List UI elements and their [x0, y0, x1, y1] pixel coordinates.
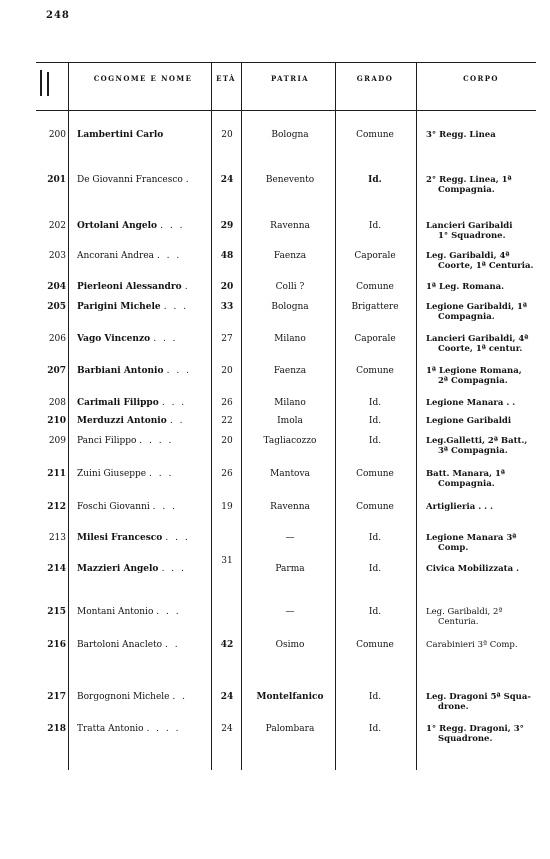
row-name: Zuini Giuseppe . . . [77, 469, 174, 479]
header-age: ETÀ [216, 74, 236, 83]
row-number: 208 [48, 398, 66, 408]
row-number: 214 [47, 564, 66, 574]
row-name: Tratta Antonio . . . . [77, 724, 181, 734]
row-corpo: Carabinieri 3ª Comp. [426, 640, 518, 650]
row-age: 24 [221, 724, 233, 734]
row-patria: Benevento [265, 175, 315, 185]
row-patria: Bologna [271, 130, 309, 140]
row-patria: Ravenna [270, 502, 310, 512]
column-rule-age [241, 62, 242, 770]
row-grado: Id. [368, 221, 382, 231]
row-patria: Colli ? [275, 282, 305, 292]
header-bottom-rule [36, 110, 536, 111]
row-number: 210 [47, 416, 66, 426]
row-name: Pierleoni Alessandro . [77, 282, 190, 292]
merged-age: 31 [221, 556, 233, 566]
row-corpo: 1ª Legione Romana, 2ª Compagnia. [426, 366, 522, 386]
row-age: 24 [220, 175, 234, 185]
row-number: 207 [47, 366, 66, 376]
row-grado: Brigattere [351, 302, 399, 312]
row-grado: Comune [356, 469, 394, 479]
row-corpo: Legione Manara . . [426, 398, 516, 408]
row-corpo: Legione Garibaldi, 1ª Compagnia. [426, 302, 528, 322]
row-name: Vago Vincenzo . . . [77, 334, 178, 344]
row-name: Lambertini Carlo [77, 130, 164, 140]
row-name: De Giovanni Francesco . [77, 175, 191, 185]
row-age: 24 [220, 692, 234, 702]
row-number: 216 [47, 640, 66, 650]
row-corpo: Civica Mobilizzata . [426, 564, 520, 574]
row-name: Carimali Filippo . . . [77, 398, 187, 408]
row-grado: Caporale [354, 334, 396, 344]
row-patria: Faenza [273, 251, 307, 261]
row-age: 27 [221, 334, 233, 344]
header-patria: PATRIA [271, 74, 309, 83]
row-patria: Palombara [265, 724, 315, 734]
table-top-rule [36, 62, 536, 63]
row-grado: Caporale [354, 251, 396, 261]
row-name: Ortolani Angelo . . . [77, 221, 185, 231]
row-grado: Id. [368, 175, 382, 185]
row-patria: Bologna [271, 302, 309, 312]
row-patria: Milano [274, 398, 306, 408]
row-grado: Comune [356, 130, 394, 140]
header-corpo: CORPO [463, 74, 499, 83]
row-number: 212 [47, 502, 66, 512]
row-corpo: Legione Manara 3ª Comp. [426, 533, 517, 553]
row-grado: Id. [368, 398, 382, 408]
row-grado: Id. [368, 436, 382, 446]
row-age: 42 [220, 640, 234, 650]
row-grado: Id. [368, 724, 382, 734]
row-number: 213 [48, 533, 66, 543]
row-age: 48 [220, 251, 234, 261]
row-name: Barbiani Antonio . . . [77, 366, 191, 376]
row-number: 218 [47, 724, 66, 734]
row-age: 29 [220, 221, 234, 231]
row-corpo: 1ª Leg. Romana. [426, 282, 505, 292]
row-patria: Faenza [273, 366, 307, 376]
row-number: 201 [47, 175, 66, 185]
row-grado: Comune [356, 366, 394, 376]
row-patria: — [285, 533, 295, 543]
row-name: Bartoloni Anacleto . . [77, 640, 180, 650]
row-patria: Milano [274, 334, 306, 344]
column-rule-name [211, 62, 212, 770]
page-number: 248 [46, 10, 70, 21]
row-corpo: 1° Regg. Dragoni, 3° Squadrone. [426, 724, 524, 744]
row-patria: Parma [275, 564, 305, 574]
row-corpo: Lancieri Garibaldi 1° Squadrone. [426, 221, 513, 241]
column-rule-patria [335, 62, 336, 770]
row-corpo: Artiglieria . . . [426, 502, 494, 512]
row-grado: Comune [356, 282, 394, 292]
row-corpo: Lancieri Garibaldi, 4ª Coorte, 1ª centur. [426, 334, 529, 354]
row-patria: Tagliacozzo [263, 436, 317, 446]
row-corpo: 2° Regg. Linea, 1ª Compagnia. [426, 175, 512, 195]
row-corpo: Leg. Garibaldi, 4ª Coorte, 1ª Centuria. [426, 251, 534, 271]
row-age: 20 [221, 366, 233, 376]
row-grado: Id. [368, 533, 382, 543]
column-rule-number [68, 62, 69, 770]
row-name: Foschi Giovanni . . . [77, 502, 177, 512]
row-patria: Imola [277, 416, 303, 426]
row-number: 202 [48, 221, 66, 231]
row-patria: Montelfanico [256, 692, 324, 702]
row-age: 19 [221, 502, 233, 512]
row-grado: Id. [368, 564, 382, 574]
row-number: 203 [48, 251, 66, 261]
row-corpo: Leg.Galletti, 2ª Batt., 3ª Compagnia. [426, 436, 528, 456]
row-number: 200 [48, 130, 66, 140]
row-patria: — [285, 607, 295, 617]
row-age: 33 [220, 302, 234, 312]
row-name: Borgognoni Michele . . [77, 692, 187, 702]
row-corpo: Batt. Manara, 1ª Compagnia. [426, 469, 506, 489]
header-name: COGNOME E NOME [93, 74, 193, 83]
row-corpo: Leg. Garibaldi, 2ª Centuria. [426, 607, 503, 627]
row-number: 204 [47, 282, 66, 292]
row-age: 20 [220, 282, 234, 292]
row-age: 22 [221, 416, 233, 426]
row-name: Mazzieri Angelo . . . [77, 564, 186, 574]
row-number: 217 [47, 692, 66, 702]
row-grado: Id. [368, 692, 382, 702]
row-corpo: 3° Regg. Linea [426, 130, 496, 140]
row-patria: Osimo [275, 640, 305, 650]
row-name: Milesi Francesco . . . [77, 533, 190, 543]
row-number: 205 [47, 302, 66, 312]
row-patria: Ravenna [270, 221, 310, 231]
row-name: Montani Antonio . . . [77, 607, 181, 617]
row-age: 26 [221, 398, 233, 408]
row-grado: Comune [356, 640, 394, 650]
row-number: 209 [48, 436, 66, 446]
header-grado: GRADO [356, 74, 394, 83]
row-age: 20 [221, 436, 233, 446]
row-name: Ancorani Andrea . . . [77, 251, 182, 261]
column-rule-grado [416, 62, 417, 770]
row-number: 211 [47, 469, 66, 479]
row-grado: Id. [368, 607, 382, 617]
row-name: Merduzzi Antonio . . [77, 416, 185, 426]
row-patria: Mantova [270, 469, 310, 479]
row-corpo: Legione Garibaldi [426, 416, 512, 426]
row-number: 206 [48, 334, 66, 344]
row-name: Panci Filippo . . . . [77, 436, 174, 446]
margin-marks [38, 70, 54, 100]
row-grado: Id. [368, 416, 382, 426]
row-age: 20 [221, 130, 233, 140]
row-name: Parigini Michele . . . [77, 302, 189, 312]
row-grado: Comune [356, 502, 394, 512]
row-number: 215 [47, 607, 66, 617]
row-corpo: Leg. Dragoni 5ª Squa- drone. [426, 692, 531, 712]
row-age: 26 [221, 469, 233, 479]
